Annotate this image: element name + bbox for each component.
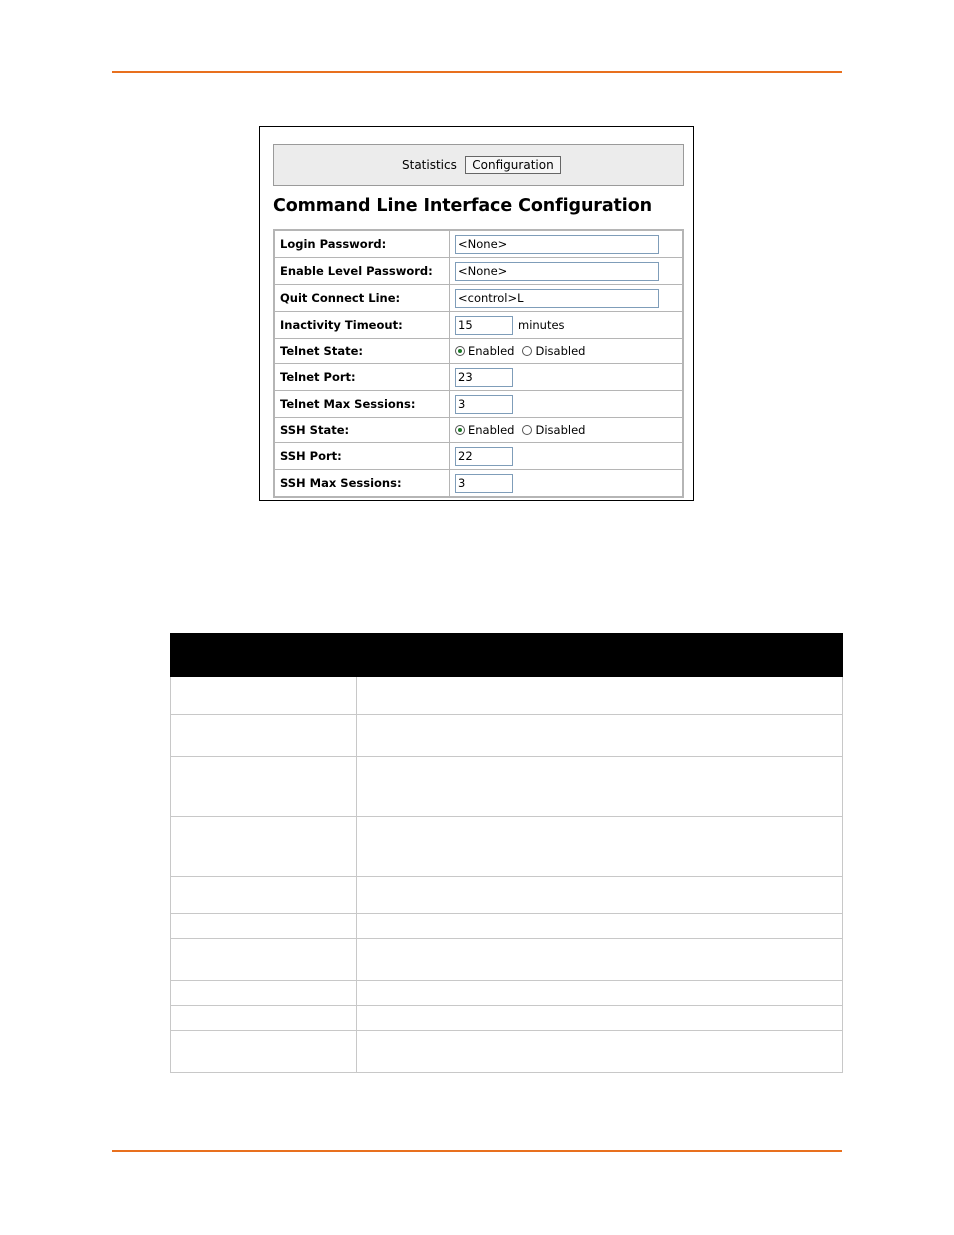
ssh-disabled-radio[interactable] [522,425,532,435]
screenshot-frame [259,126,694,501]
quit-connect-line-input[interactable] [455,289,659,308]
config-row-inactivity-timeout [275,311,682,338]
table-row [171,715,843,757]
table-row [171,981,843,1006]
page-title: Command Line Interface Configuration [273,196,652,216]
inactivity-timeout-input[interactable] [455,316,513,335]
table-cell [357,1006,843,1031]
ssh-max-sessions-label: SSH Max Sessions: [275,470,450,496]
ssh-enabled-label[interactable]: Enabled [468,423,515,437]
config-row-ssh-state [275,417,682,442]
telnet-disabled-label[interactable]: Disabled [535,344,586,358]
enable-level-password-input[interactable] [455,262,659,281]
quit-connect-line-label: Quit Connect Line: [275,285,450,311]
header-cell [171,634,357,677]
table-cell [357,715,843,757]
table-cell [171,1006,357,1031]
table-cell [171,981,357,1006]
config-row-login-password [275,231,682,257]
telnet-max-sessions-input[interactable] [455,395,513,414]
telnet-state-label: Telnet State: [275,339,450,363]
top-accent-rule [112,71,842,73]
table-cell [357,1031,843,1073]
login-password-label: Login Password: [275,231,450,257]
tab-configuration[interactable]: Configuration [465,156,561,174]
table-cell [171,757,357,817]
inactivity-timeout-unit: minutes [518,318,565,332]
ssh-state-label: SSH State: [275,418,450,442]
table-cell [357,677,843,715]
table-row [171,1031,843,1073]
enable-level-password-label: Enable Level Password: [275,258,450,284]
telnet-max-sessions-label: Telnet Max Sessions: [275,391,450,417]
ssh-port-label: SSH Port: [275,443,450,469]
config-row-enable-level-password [275,257,682,284]
telnet-disabled-radio[interactable] [522,346,532,356]
config-row-telnet-port [275,363,682,390]
table-row [171,939,843,981]
inactivity-timeout-label: Inactivity Timeout: [275,312,450,338]
telnet-enabled-label[interactable]: Enabled [468,344,515,358]
table-cell [171,715,357,757]
table-cell [357,939,843,981]
ssh-max-sessions-input[interactable] [455,474,513,493]
table-row [171,677,843,715]
ssh-enabled-radio[interactable] [455,425,465,435]
login-password-input[interactable] [455,235,659,254]
config-row-quit-connect-line [275,284,682,311]
table-cell [171,914,357,939]
table-cell [357,757,843,817]
table-cell [171,817,357,877]
bottom-accent-rule [112,1150,842,1152]
table-cell [357,981,843,1006]
telnet-port-label: Telnet Port: [275,364,450,390]
config-row-telnet-max-sessions [275,390,682,417]
table-row [171,877,843,914]
table-cell [171,677,357,715]
config-row-ssh-max-sessions [275,469,682,496]
telnet-port-input[interactable] [455,368,513,387]
ssh-port-input[interactable] [455,447,513,466]
table-row [171,757,843,817]
config-row-ssh-port [275,442,682,469]
tab-statistics[interactable]: Statistics [402,158,457,172]
table-cell [357,914,843,939]
table-cell [171,1031,357,1073]
header-cell [357,634,843,677]
config-row-telnet-state [275,338,682,363]
description-table [170,633,843,1073]
table-cell [171,939,357,981]
table-cell [357,877,843,914]
table-cell [357,817,843,877]
table-cell [171,877,357,914]
telnet-enabled-radio[interactable] [455,346,465,356]
ssh-disabled-label[interactable]: Disabled [535,423,586,437]
table-row [171,817,843,877]
table-row [171,914,843,939]
config-table [273,229,684,498]
tab-bar [273,144,684,186]
description-table-header [171,634,843,677]
table-row [171,1006,843,1031]
